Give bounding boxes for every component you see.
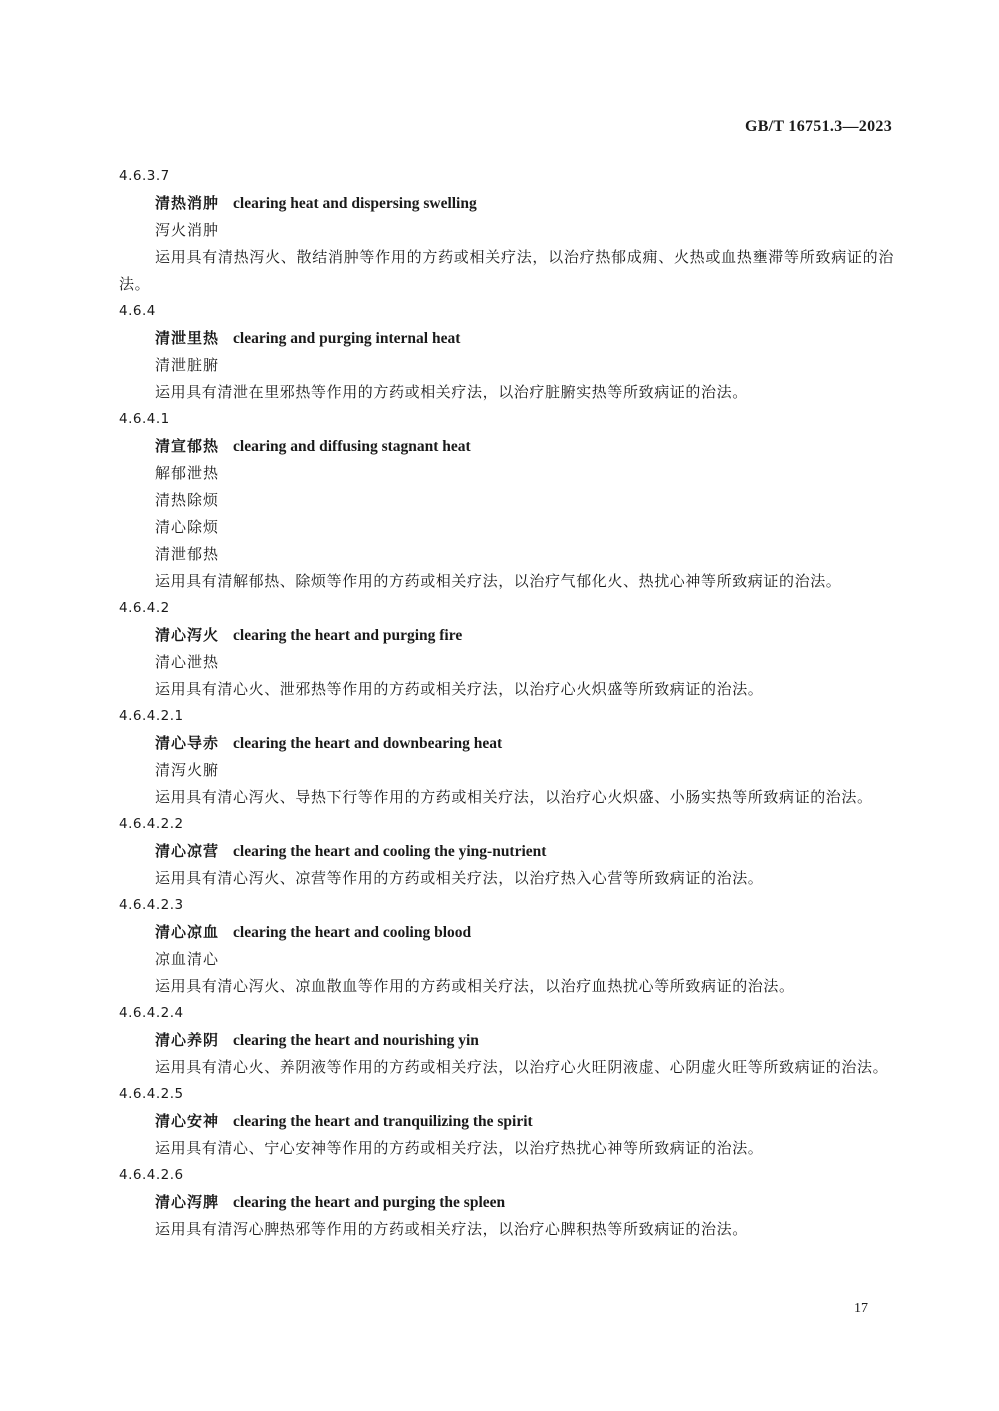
term-chinese: 清心安神 <box>155 1112 220 1130</box>
definition: 运用具有清解郁热、除烦等作用的方药或相关疗法，以治疗气郁化火、热扰心神等所致病证的治法。 <box>155 572 842 590</box>
term-line <box>119 730 894 757</box>
term-english: clearing and purging internal heat <box>233 330 461 347</box>
definition: 运用具有清心火、养阴液等作用的方药或相关疗法，以治疗心火旺阴液虚、心阴虚火旺等所致病证的治法。 <box>155 1058 889 1076</box>
term-chinese: 清心泻脾 <box>155 1193 220 1211</box>
clause-number: 4.6.4.2.4 <box>119 1005 184 1021</box>
term-entry <box>119 1000 894 1081</box>
term-entry <box>119 163 894 298</box>
term-english: clearing the heart and tranquilizing the spirit <box>233 1113 533 1130</box>
term-english: clearing the heart and cooling blood <box>233 924 472 941</box>
synonym: 清泄脏腑 <box>155 356 220 374</box>
term-entry <box>119 892 894 1000</box>
term-chinese: 清心泻火 <box>155 626 220 644</box>
term-chinese: 清心养阴 <box>155 1031 220 1049</box>
term-entry <box>119 811 894 892</box>
term-line <box>119 1108 894 1135</box>
term-entry <box>119 406 894 595</box>
term-entry <box>119 1162 894 1243</box>
term-line <box>119 190 894 217</box>
term-english: clearing the heart and cooling the ying-nutrient <box>233 843 547 860</box>
term-line <box>119 433 894 460</box>
definition: 运用具有清心泻火、导热下行等作用的方药或相关疗法，以治疗心火炽盛、小肠实热等所致病证的治法。 <box>155 788 873 806</box>
term-english: clearing the heart and purging the spleen <box>233 1194 506 1211</box>
clause-number: 4.6.4.2.3 <box>119 897 184 913</box>
term-entry <box>119 1081 894 1162</box>
term-chinese: 清心凉营 <box>155 842 220 860</box>
definition: 运用具有清心泻火、凉营等作用的方药或相关疗法，以治疗热入心营等所致病证的治法。 <box>155 869 764 887</box>
clause-number: 4.6.4 <box>119 303 156 319</box>
definition: 运用具有清泻心脾热邪等作用的方药或相关疗法，以治疗心脾积热等所致病证的治法。 <box>155 1220 748 1238</box>
definition: 运用具有清心泻火、凉血散血等作用的方药或相关疗法，以治疗血热扰心等所致病证的治法。 <box>155 977 795 995</box>
synonym: 清心泄热 <box>155 653 220 671</box>
definition: 运用具有清心、宁心安神等作用的方药或相关疗法，以治疗热扰心神等所致病证的治法。 <box>155 1139 764 1157</box>
term-line <box>119 838 894 865</box>
clause-number: 4.6.3.7 <box>119 168 170 184</box>
clause-number: 4.6.4.2.2 <box>119 816 184 832</box>
term-line <box>119 622 894 649</box>
definition: 运用具有清心火、泄邪热等作用的方药或相关疗法，以治疗心火炽盛等所致病证的治法。 <box>155 680 764 698</box>
term-chinese: 清泄里热 <box>155 329 220 347</box>
term-chinese: 清热消肿 <box>155 194 220 212</box>
clause-number: 4.6.4.2.5 <box>119 1086 184 1102</box>
term-entry <box>119 298 894 406</box>
term-line <box>119 919 894 946</box>
term-line <box>119 1027 894 1054</box>
standard-code: GB/T 16751.3—2023 <box>744 118 892 135</box>
term-english: clearing heat and dispersing swelling <box>233 195 477 212</box>
clause-number: 4.6.4.2 <box>119 600 170 616</box>
clause-number: 4.6.4.1 <box>119 411 170 427</box>
synonym: 清热除烦 <box>155 491 220 509</box>
term-english: clearing the heart and nourishing yin <box>233 1032 479 1049</box>
term-english: clearing and diffusing stagnant heat <box>233 438 471 455</box>
synonym: 解郁泄热 <box>155 464 220 482</box>
term-english: clearing the heart and purging fire <box>233 627 463 644</box>
clause-number: 4.6.4.2.1 <box>119 708 184 724</box>
synonym: 清心除烦 <box>155 518 220 536</box>
synonym: 凉血清心 <box>155 950 220 968</box>
definition: 运用具有清泄在里邪热等作用的方药或相关疗法，以治疗脏腑实热等所致病证的治法。 <box>155 383 748 401</box>
term-line <box>119 1189 894 1216</box>
synonym: 清泄郁热 <box>155 545 220 563</box>
document-body <box>119 163 894 1243</box>
term-entry <box>119 595 894 703</box>
synonym: 清泻火腑 <box>155 761 220 779</box>
term-entry <box>119 703 894 811</box>
term-line <box>119 325 894 352</box>
term-chinese: 清心凉血 <box>155 923 220 941</box>
definition: 运用具有清热泻火、散结消肿等作用的方药或相关疗法，以治疗热郁成痈、火热或血热壅滞等所致病证的治法。 <box>119 248 894 293</box>
clause-number: 4.6.4.2.6 <box>119 1167 184 1183</box>
synonym: 泻火消肿 <box>155 221 220 239</box>
term-chinese: 清心导赤 <box>155 734 220 752</box>
page-number: 17 <box>854 1301 868 1316</box>
term-english: clearing the heart and downbearing heat <box>233 735 503 752</box>
term-chinese: 清宣郁热 <box>155 437 220 455</box>
